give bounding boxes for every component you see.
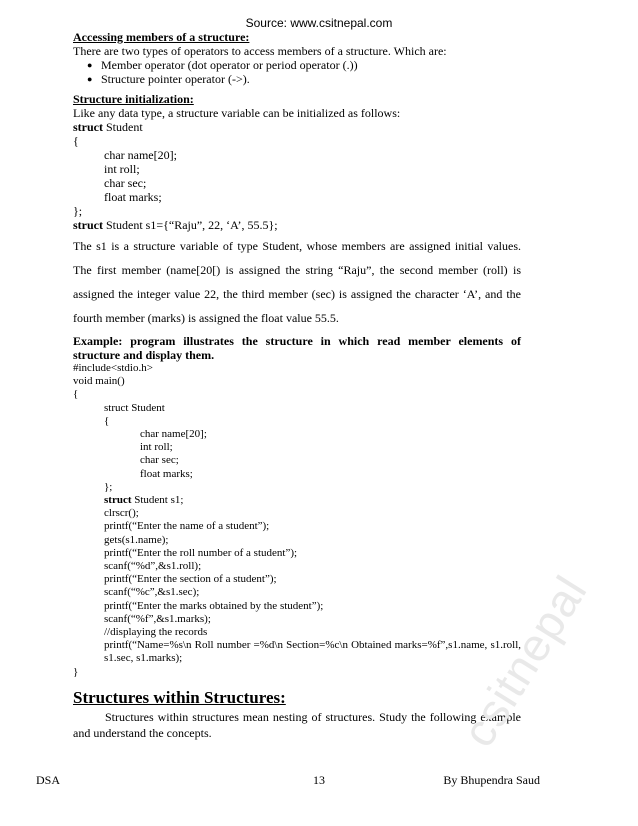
- init-code-block: [73, 120, 521, 232]
- code-line: printf(“Enter the section of a student”);: [104, 573, 277, 586]
- code-line: int roll;: [140, 441, 173, 454]
- code-line: char sec;: [104, 176, 147, 190]
- list-item: ● Structure pointer operator (->).: [91, 72, 521, 86]
- code-line: char name[20];: [104, 148, 177, 162]
- code-line: struct Student: [104, 401, 165, 414]
- code-line: Student: [103, 120, 143, 134]
- operator-list: [73, 58, 521, 86]
- list-item: ● Member operator (dot operator or period operator (.)): [91, 58, 521, 72]
- code-line: printf(“Enter the roll number of a student”);: [104, 546, 298, 559]
- code-line: scanf(“%d”,&s1.roll);: [104, 560, 202, 573]
- code-line: printf(“Enter the name of a student”);: [104, 520, 270, 533]
- page-number: 13: [313, 773, 325, 787]
- code-line: char sec;: [140, 454, 179, 467]
- footer-author: By Bhupendra Saud: [443, 773, 540, 787]
- section-heading-accessing-members: Accessing members of a structure:: [73, 30, 250, 44]
- code-line: Student s1={“Raju”, 22, ‘A’, 55.5};: [103, 218, 278, 232]
- keyword: struct: [73, 120, 103, 134]
- page-content: [73, 30, 521, 741]
- code-line: gets(s1.name);: [104, 533, 169, 546]
- code-line: clrscr();: [104, 507, 139, 520]
- code-line: printf(“Enter the marks obtained by the student”);: [104, 599, 324, 612]
- code-line: scanf(“%f”,&s1.marks);: [104, 612, 211, 625]
- nested-structures-paragraph: Structures within structures mean nesting of structures. Study the following example and understand the concepts.: [73, 709, 521, 740]
- footer-subject: DSA: [36, 773, 61, 787]
- code-line: char name[20];: [140, 428, 207, 441]
- code-line: //displaying the records: [104, 626, 208, 639]
- section-intro: Like any data type, a structure variable can be initialized as follows:: [73, 106, 401, 120]
- code-line: {: [73, 134, 79, 148]
- example-heading: Example: program illustrates the structure in which read member elements of structure and display them.: [73, 334, 521, 362]
- code-line: #include<stdio.h>: [73, 362, 153, 374]
- code-line: void main(): [73, 375, 125, 388]
- code-line: float marks;: [140, 467, 193, 480]
- code-line: int roll;: [104, 162, 140, 176]
- code-line: };: [104, 480, 113, 493]
- code-line: scanf(“%c”,&s1.sec);: [104, 586, 200, 599]
- code-line: float marks;: [104, 190, 162, 204]
- code-line: printf(“Name=%s\n Roll number =%d\n Section=%c\n Obtained marks=%f”,s1.name, s1.roll, s1.sec, s1.marks);: [104, 639, 521, 665]
- watermark: csitnepal: [451, 566, 597, 756]
- code-line: {: [73, 388, 79, 401]
- explanation-paragraph: The s1 is a structure variable of type Student, whose members are assigned initial values. The first member (name[20[) is assigned the string “Raju”, the second member (roll) is assigned the integer value 22, the third member (sec) is assigned the character ‘A’, and the fourth member (marks) is assigned the float value 55.5.: [73, 239, 521, 325]
- source-header: Source: www.csitnepal.com: [245, 16, 393, 30]
- code-line: Student s1;: [131, 494, 184, 507]
- code-line: {: [104, 414, 110, 427]
- code-line: };: [73, 204, 83, 218]
- code-line: }: [73, 665, 79, 678]
- example-code-block: [73, 362, 521, 679]
- section-intro: There are two types of operators to access members of a structure. Which are:: [73, 44, 447, 58]
- section-heading-nested-structures: Structures within Structures:: [73, 687, 286, 707]
- keyword: struct: [104, 494, 132, 507]
- section-heading-structure-init: Structure initialization:: [73, 92, 194, 106]
- keyword: struct: [73, 218, 103, 232]
